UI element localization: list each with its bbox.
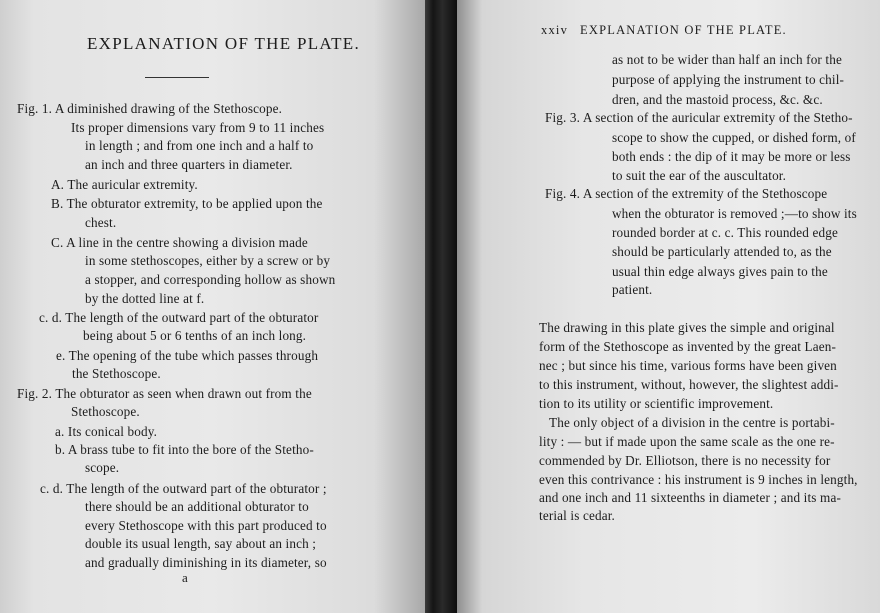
text-line: and one inch and 11 sixteenths in diameter ; and its ma- <box>539 490 841 505</box>
text-line: A. The auricular extremity. <box>51 177 198 192</box>
text-line: usual thin edge always gives pain to the <box>612 264 828 279</box>
text-line: to this instrument, without, however, the slightest addi- <box>539 377 839 392</box>
left-page <box>0 0 425 613</box>
text-line: c. d. The length of the outward part of the obturator ; <box>40 481 327 496</box>
text-line: nec ; but since his time, various forms have been given <box>539 358 837 373</box>
text-line: when the obturator is removed ;—to show its <box>612 206 857 221</box>
title-rule <box>145 77 209 78</box>
book-gutter <box>425 0 457 613</box>
text-line: by the dotted line at f. <box>85 291 205 306</box>
text-line: Fig. 1. A diminished drawing of the Stethoscope. <box>17 101 283 116</box>
text-line: c. d. The length of the outward part of the obturator <box>39 310 319 325</box>
text-line: B. The obturator extremity, to be applied upon the <box>51 196 323 211</box>
text-line: both ends : the dip of it may be more or less <box>612 149 851 164</box>
right-page <box>457 0 880 613</box>
text-line: tion to its utility or scientific improvement. <box>539 396 774 411</box>
text-line: there should be an additional obturator to <box>85 499 309 514</box>
text-line: to suit the ear of the auscultator. <box>612 168 787 183</box>
text-line: form of the Stethoscope as invented by the great Laen- <box>539 339 837 354</box>
text-line: should be particularly attended to, as the <box>612 244 832 259</box>
text-line: the Stethoscope. <box>72 366 161 381</box>
text-line: scope. <box>85 460 120 475</box>
running-head-title: EXPLANATION OF THE PLATE. <box>580 23 787 37</box>
text-line: a. Its conical body. <box>55 424 158 439</box>
text-line: Fig. 2. The obturator as seen when drawn out from the <box>17 386 312 401</box>
text-line: Stethoscope. <box>71 404 140 419</box>
page-title: EXPLANATION OF THE PLATE. <box>86 34 360 53</box>
signature-mark: a <box>182 570 188 585</box>
text-line: and gradually diminishing in its diameter, so <box>85 555 327 570</box>
text-line: an inch and three quarters in diameter. <box>85 157 293 172</box>
text-line: Fig. 4. A section of the extremity of the Stethoscope <box>545 186 828 201</box>
text-line: a stopper, and corresponding hollow as shown <box>85 272 336 287</box>
text-line: e. The opening of the tube which passes through <box>56 348 319 363</box>
page-number: xxiv <box>541 23 569 37</box>
text-line: patient. <box>612 282 653 297</box>
text-line: being about 5 or 6 tenths of an inch long. <box>83 328 307 343</box>
text-line: dren, and the mastoid process, &c. &c. <box>612 92 823 107</box>
text-line: in some stethoscopes, either by a screw or by <box>85 253 331 268</box>
text-line: C. A line in the centre showing a division made <box>51 235 308 250</box>
running-head <box>541 23 787 38</box>
text-line: terial is cedar. <box>539 508 615 523</box>
text-line: double its usual length, say about an inch ; <box>85 536 317 551</box>
text-line: The only object of a division in the centre is portabi- <box>549 415 835 430</box>
text-line: purpose of applying the instrument to chil- <box>612 72 845 87</box>
text-line: scope to show the cupped, or dished form, of <box>612 130 856 145</box>
text-line: every Stethoscope with this part produced to <box>85 518 327 533</box>
text-line: lity : — but if made upon the same scale as the one re- <box>539 434 835 449</box>
text-line: chest. <box>85 215 117 230</box>
text-line: Its proper dimensions vary from 9 to 11 inches <box>71 120 325 135</box>
text-line: even this contrivance : his instrument is 9 inches in length, <box>539 472 858 487</box>
text-line: commended by Dr. Elliotson, there is no necessity for <box>539 453 831 468</box>
text-line: rounded border at c. c. This rounded edge <box>612 225 838 240</box>
text-line: as not to be wider than half an inch for the <box>612 52 842 67</box>
text-line: in length ; and from one inch and a half to <box>85 138 314 153</box>
text-line: Fig. 3. A section of the auricular extremity of the Stetho- <box>545 110 853 125</box>
text-line: The drawing in this plate gives the simple and original <box>539 320 835 335</box>
text-line: b. A brass tube to fit into the bore of the Stetho- <box>55 442 314 457</box>
